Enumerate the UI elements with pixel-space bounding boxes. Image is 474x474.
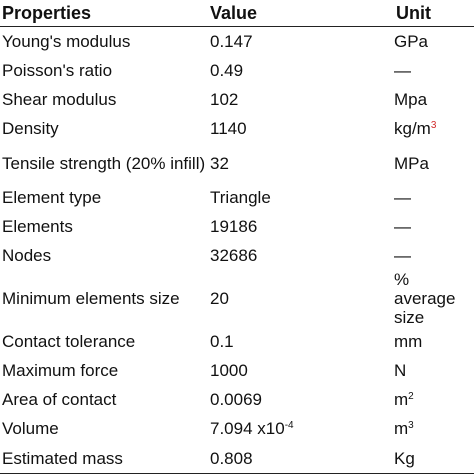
value-cell: 1140	[210, 119, 247, 138]
value-cell: Triangle	[210, 188, 271, 207]
unit-cell: —	[394, 61, 411, 80]
unit-cell: N	[394, 361, 407, 380]
table-row	[0, 56, 474, 85]
unit-cell: % average size	[394, 270, 456, 327]
property-cell: Tensile strength (20% infill)	[2, 153, 206, 173]
property-cell: Area of contact	[2, 390, 117, 409]
table-row	[0, 212, 474, 241]
unit-cell: MPa	[394, 153, 429, 173]
unit-superscript: 2	[408, 391, 414, 402]
value-superscript: -4	[284, 420, 294, 431]
table-row	[0, 241, 474, 270]
property-cell: Young's modulus	[2, 32, 131, 51]
value-cell: 102	[210, 90, 239, 109]
unit-cell: —	[394, 188, 411, 207]
property-cell: Density	[2, 119, 59, 138]
table-row	[0, 270, 474, 327]
table-header-row	[0, 0, 474, 27]
property-cell: Estimated mass	[0, 443, 208, 474]
value-cell: 0.147	[210, 32, 253, 51]
unit-cell: —	[394, 217, 411, 236]
value-cell: 1000	[210, 361, 248, 380]
property-cell: Nodes	[2, 246, 52, 265]
table-row	[0, 327, 474, 356]
unit-cell	[394, 385, 474, 414]
table-row	[0, 27, 474, 57]
value-cell: 20	[210, 289, 229, 308]
table-row	[0, 114, 474, 143]
header-value: Value	[208, 0, 394, 27]
value-cell: 0.0069	[210, 390, 262, 409]
table-row	[0, 414, 474, 443]
property-cell: Volume	[2, 419, 59, 438]
unit-base: kg/m	[394, 119, 431, 138]
unit-base: m	[394, 390, 409, 409]
unit-cell	[394, 414, 474, 443]
unit-cell: Mpa	[394, 90, 428, 109]
property-cell: Maximum force	[2, 361, 119, 380]
unit-superscript: 3	[408, 420, 414, 431]
value-cell: 0.1	[210, 332, 234, 351]
table-row	[0, 356, 474, 385]
unit-cell	[394, 114, 474, 143]
property-cell: Minimum elements size	[2, 289, 180, 308]
value-base: 7.094 x10	[210, 419, 285, 438]
table-row	[0, 385, 474, 414]
table-row	[0, 143, 474, 183]
value-cell: 32686	[210, 246, 258, 265]
unit-cell: Kg	[394, 443, 474, 474]
value-cell: 32	[210, 153, 229, 173]
value-cell: 19186	[210, 217, 258, 236]
property-cell: Poisson's ratio	[2, 61, 113, 80]
property-cell: Element type	[2, 188, 102, 207]
header-properties: Properties	[0, 0, 208, 27]
unit-superscript: 3	[430, 120, 437, 131]
table-row	[0, 443, 474, 474]
value-cell: 0.808	[208, 443, 394, 474]
property-cell: Shear modulus	[2, 90, 117, 109]
unit-cell: mm	[394, 332, 423, 351]
property-cell: Elements	[2, 217, 73, 236]
unit-cell: —	[394, 246, 411, 265]
value-cell: 0.49	[210, 61, 244, 80]
unit-cell: GPa	[394, 32, 429, 51]
table-row	[0, 183, 474, 212]
unit-base: m	[394, 419, 409, 438]
header-unit: Unit	[394, 0, 474, 27]
table-row	[0, 85, 474, 114]
property-cell: Contact tolerance	[2, 332, 136, 351]
value-cell	[208, 414, 394, 443]
